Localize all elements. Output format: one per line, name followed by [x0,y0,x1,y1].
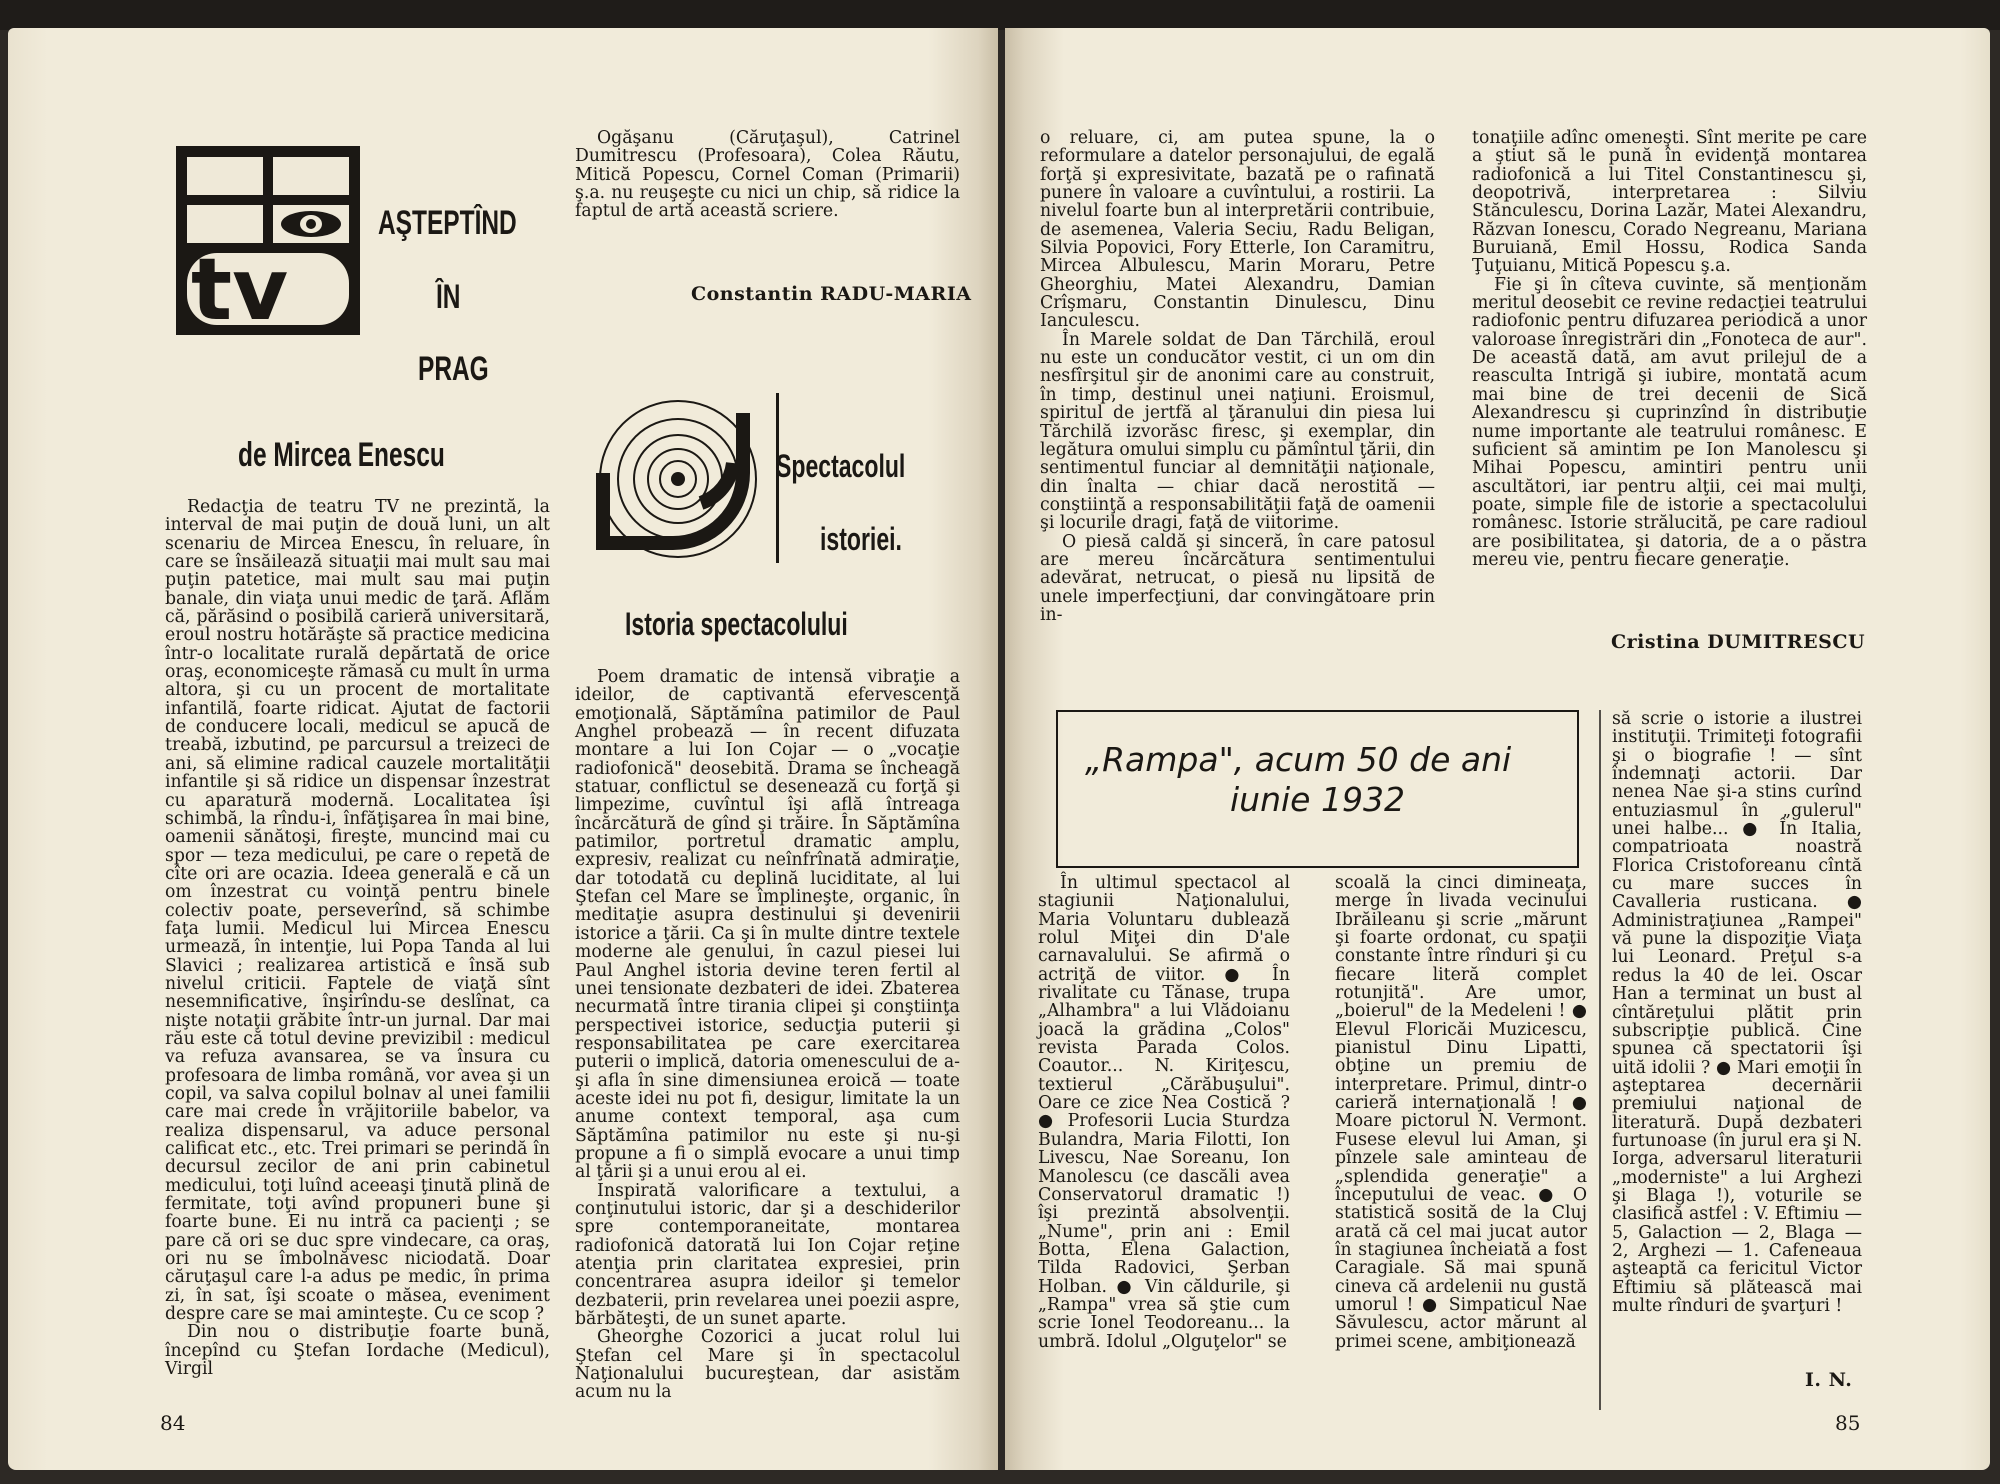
rampa-column-divider [1599,710,1601,1410]
spiral-eye-icon [583,393,783,563]
article1-byline: de Mircea Enescu [238,436,445,474]
tv-logo [173,143,363,338]
article1-body-col2: Ogăşanu (Căruţaşul), Catrinel Dumitrescu (Profesoara), Colea Răutu, Mitică Popescu, Cornel Coman (Primarii) ş.a. nu reuşeşte cu nici un chip, să ridice la faptul de artă această scriere. [575,128,960,222]
tv-logo-text: tv [191,240,289,338]
article1-title-line1: AŞTEPTÎND [378,204,517,242]
article2-logo-title-line1: Spectacolul [776,448,906,484]
right-page [1005,28,1990,1470]
rampa-box-left-rule [1056,710,1058,868]
page-number-right: 85 [1835,1411,1861,1435]
article2-logo-title-line2: istoriei. [820,521,902,557]
top-edge [0,0,2000,30]
left-page [8,28,998,1470]
rampa-col1: În ultimul spectacol al stagiunii Naţionalului, Maria Voluntaru dublează rolul Miţei din D'ale carnavalului. Se afirmă o actriţă de viitor. ● În rivalitate cu Tănase, trupa „Alhambra" a lui Vlădoianu joacă la grădina „Colos" revista Parada Colos. Coautor... N. Kiriţescu, textierul „Cărăbuşului". Oare ce zice Nea Costică ? ● Profesorii Lucia Sturdza Bulandra, Maria Filotti, Ion Livescu, Nae Soreanu, Ion Manolescu (ce dascăli avea Conservatorul dramatic !) îşi prezintă absolvenţii. „Nume", prin ani : Emil Botta, Elena Galaction, Tilda Radovici, Şerban Holban. ● Vin căldurile, şi „Rampa" vrea să ştie cum scrie Ionel Teodoreanu... la umbră. Idolul „Olguţelor" se [1038,873,1290,1352]
spectacolul-istoriei-logo [583,393,783,563]
rampa-title: „Rampa", acum 50 de ani [1085,740,1512,779]
rampa-col3: să scrie o istorie a ilustrei instituţii. Trimiteţi fotografii şi o biografie ! — sînt îndemnaţi actorii. Dar nenea Nae şi-a stins curînd entuziasmul în „gulerul" unei halbe... ● În Italia, compatrioata noastră Florica Cristoforeanu cîntă cu mare succes în Cavalleria rusticana. ● Administraţiunea „Rampei" vă pune la dispoziţie Viaţa lui Leonard. Preţul s-a redus la 40 de lei. Oscar Han a terminat un bust al cîntăreţului plătit prin subscripţie publică. Cine spunea că spectatorii îşi uită idolii ? ● Mari emoţii în aşteptarea decernării premiului naţional de literatură. După dezbateri furtunoase (în jurul era şi N. Iorga, adversarul literaturii „moderniste" a lui Arghezi şi Blaga !), voturile se clasifică astfel : V. Eftimiu — 5, Galaction — 2, Blaga — 2, Arghezi — 1. Cafeneaua aşteaptă ca fericitul Victor Eftimiu să plătească mai multe rînduri de şvarţuri ! [1612,709,1862,1316]
rampa-box-top-rule [1056,710,1579,712]
tv-logo-icon [173,143,363,338]
page-number-left: 84 [160,1411,186,1435]
article2-heading: Istoria spectacolului [625,606,848,642]
article1-title-line2: ÎN [436,278,461,316]
article2-body: Poem dramatic de intensă vibraţie a ideilor, de captivantă efervescenţă emoţională, Săptămîna patimilor de Paul Anghel probează — în recent difuzata montare a lui Ion Cojar — o „vocaţie radiofonică" deosebită. Drama se încheagă statuar, conflictul se desenează cu forţă şi limpezime, cuvîntul îşi află întreaga încărcătură de gînd şi trăire. În Săptămîna patimilor, portretul dramatic amplu, expresiv, realizat cu neînfrînată admiraţie, dar totodată cu deplină luciditate, al lui Ştefan cel Mare se împlineşte, organic, în meditaţie asupra destinului şi devenirii istorice a ţării. Ca şi în multe dintre textele moderne ale genului, în cazul piesei lui Paul Anghel istoria devine teren fertil al unei tensionate dezbateri de idei. Zbaterea necurmată între tirania clipei şi conştiinţa perspectivei istorice, seducţia puterii şi responsabilitatea pe care exercitarea puterii o implică, datoria omenescului de a-şi afla în sine dimensiunea eroică — toate aceste idei nu pot fi, desigur, limitate la un anume context temporal, aşa cum Săptămîna patimilor nu este şi nu-şi propune a fi o simplă evocare a unui timp al ţării şi a unui erou al ei. Inspirată valorificare a textului, a conţinutului istoric, dar şi a deschiderilor spre contemporaneitate, montarea radiofonică datorată lui Ion Cojar reţine atenţia prin claritatea expresiei, prin concentrarea asupra ideilor şi temelor dezbaterii, prin revelarea unei poezii aspre, bărbăteşti, de un sunet aparte. Gheorghe Cozorici a jucat rolul lui Ştefan cel Mare şi în spectacolul Naţionalului bucureştean, dar asistăm acum nu la [575,667,960,1403]
rampa-col2: scoală la cinci dimineaţa, merge în livada vecinului Ibrăileanu şi scrie „mărunt şi foarte ordonat, cu spaţii constante între rînduri şi cu fiecare literă complet rotunjită". Are umor, „boierul" de la Medeleni ! ● Elevul Floricăi Muzicescu, pianistul Dinu Lipatti, obţine un premiu de interpretare. Primul, dintr-o carieră internaţională ! ● Moare pictorul N. Vermont. Fusese elevul lui Aman, şi pînzele sale aminteau de „splendida generaţie" a începutului de veac. ● O statistică sosită de la Cluj arată că cel mai jucat autor în stagiunea încheiată a fost Caragiale. Să mai spună cineva că ardelenii nu gustă umorul ! ● Simpaticul Nae Săvulescu, actor mărunt al primei scene, ambiţionează [1335,873,1587,1352]
article2-signature: Cristina DUMITRESCU [1611,631,1866,653]
rampa-subtitle: iunie 1932 [1230,780,1405,819]
rampa-box-bottom-rule [1056,866,1579,868]
article1-signature: Constantin RADU-MARIA [691,283,972,305]
rampa-signature: I. N. [1805,1369,1853,1391]
article1-title-line3: PRAG [418,350,489,388]
article2-continued-col2: tonaţiile adînc omeneşti. Sînt merite pe care a ştiut să le pună în evidenţă montarea radiofonică a lui Titel Constantinescu şi, deopotrivă, interpretarea : Silviu Stănculescu, Dorina Lazăr, Matei Alexandru, Răzvan Ionescu, Corado Negreanu, Mariana Buruiană, Emil Hossu, Rodica Sanda Ţuţuianu, Mitică Popescu ş.a. Fie şi în cîteva cuvinte, să menţionăm meritul deosebit ce revine redacţiei teatrului radiofonic pentru difuzarea periodică a unor valoroase înregistrări din „Fonoteca de aur". De această dată, am avut prilejul de a reasculta Intrigă şi iubire, montată acum mai bine de trei decenii de Sică Alexandrescu şi cuprinzînd în distribuţie nume importante ale teatrului românesc. E suficient să amintim pe Ion Manolescu şi Mihai Popescu, amintiri pentru unii ascultători, iar pentru alţii, cei mai mulţi, poate, simple file de istorie a spectacolului românesc. Istorie strălucită, pe care radioul are posibilitatea, şi datoria, de a o păstra mereu vie, pentru fiecare generaţie. [1472,128,1867,570]
rampa-box-right-rule [1577,710,1579,868]
article1-body: Redacţia de teatru TV ne prezintă, la interval de mai puţin de două luni, un alt scenariu de Mircea Enescu, în reluare, în care se însăilează situaţii mai mult sau mai puţin patetice, mai mult sau mai puţin banale, din viaţa unui medic de ţară. Aflăm că, părăsind o posibilă carieră universitară, eroul nostru hotărăşte să practice medicina într-o localitate rurală depărtată de orice oraş, economiceşte rămasă cu mult în urma altora, şi cu un procent de mortalitate infantilă, foarte ridicat. Ajutat de factorii de conducere locali, medicul se apucă de treabă, izbutind, pe parcursul a treizeci de ani, să elimine radical cauzele mortalităţii infantile şi să ridice un dispensar înzestrat cu aparatură modernă. Localitatea îşi schimbă, la rîndu-i, înfăţişarea în mai bine, oamenii sănătoşi, fireşte, muncind mai cu spor — teza medicului, pe care o repetă de cîte ori are ocazia. Ideea generală e că un om înzestrat cu voinţă pentru binele colectiv poate, perseverînd, să schimbe faţa lumii. Medicul lui Mircea Enescu urmează, în intenţie, lui Popa Tanda al lui Slavici ; realizarea artistică e însă sub nivelul criticii. Faptele de viaţă sînt nesemnificative, înşirîndu-se deslînat, ca nişte notaţii grăbite într-un jurnal. Dar mai rău este că totul devine previzibil : medicul va refuza avansarea, se va însura cu profesoara de limba română, vor avea şi un copil, va salva copilul bolnav al unei familii care mai crede în vrăjitoriile babelor, va realiza dispensarul, va aduce personal calificat etc., etc. Trei primari se perindă în decursul zecilor de ani prin cabinetul medicului, toţi luînd aceeaşi ţinută plină de fermitate, toţi avînd propuneri bune şi foarte bune. Ei nu intră ca pacienţi ; se pare că ori se duc spre vindecare, ca oraş, ori nu se îmbolnăvesc niciodată. Doar căruţaşul care l-a adus pe medic, în prima zi, în sat, îşi scoate o măsea, eveniment despre care se mai aminteşte. Cu ce scop ? Din nou o distribuţie foarte bună, începînd cu Ştefan Iordache (Medicul), Virgil [165,497,550,1380]
article2-continued-col1: o reluare, ci, am putea spune, la o reformulare a datelor personajului, de egală forţă şi expresivitate, bazată pe o rafinată punere în valoare a cuvîntului, a rostirii. La nivelul foarte bun al interpretării contribuie, de asemenea, Valeria Seciu, Radu Beligan, Silvia Popovici, Fory Etterle, Ion Caramitru, Mircea Albulescu, Marin Moraru, Petre Gheorghiu, Matei Alexandru, Damian Crîşmaru, Constantin Dinulescu, Dinu Ianculescu. În Marele soldat de Dan Tărchilă, eroul nu este un conducător vestit, ci un om din nesfîrşitul şir de anonimi care au construit, în timp, destinul unei naţiuni. Eroismul, spiritul de jertfă al ţăranului din piesa lui Tărchilă izvorăsc firesc, şi exemplar, din legătura omului simplu cu pămîntul ţării, din sentimentul funciar al demnităţii naţionale, din înalta — chiar dacă nerostită — conştiinţă a responsabilităţii faţă de oamenii şi locurile dragi, faţă de viitorime. O piesă caldă şi sinceră, în care patosul are mereu încărcătura sentimentului adevărat, netrucat, o piesă nu lipsită de unele imperfecţiuni, dar convingătoare prin in- [1040,128,1435,625]
